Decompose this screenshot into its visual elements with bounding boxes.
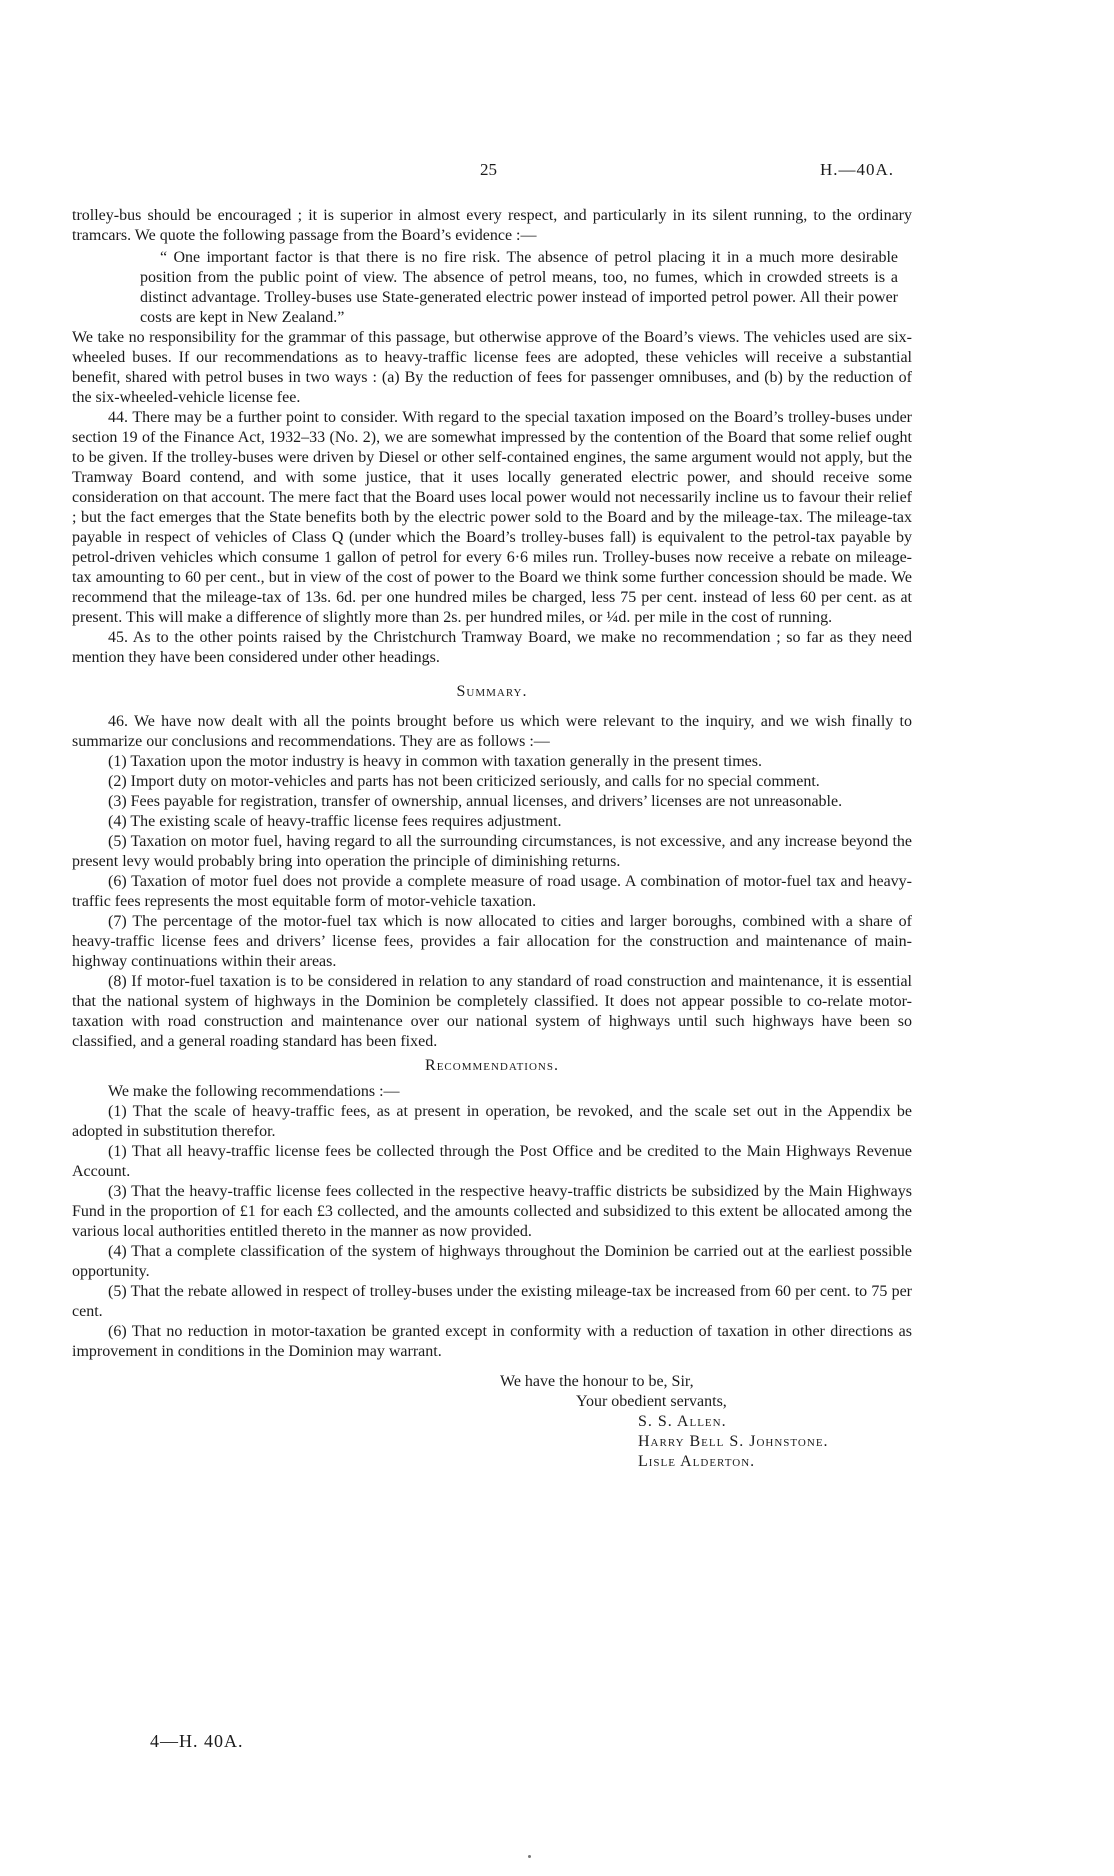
recommendation-item-1a: (1) That the scale of heavy-traffic fees, as at present in operation, be revoked, and the scale set out in the Appendix be adopted in substitution therefor. <box>72 1103 912 1140</box>
summary-item-4: (4) The existing scale of heavy-traffic license fees requires adjustment. <box>108 813 562 830</box>
summary-item-3: (3) Fees payable for registration, transfer of ownership, annual licenses, and drivers’ licenses are not unreasonable. <box>108 793 843 810</box>
paragraph-board-views: We take no responsibility for the grammar of this passage, but otherwise approve of the Board’s views. The vehicles used are six-wheeled buses. If our recommendations as to heavy-traffic license fees are adopted, these vehicles will receive a substantial benefit, shared with petrol buses in two ways : (a) By the reduction of fees for passenger omnibuses, and (b) by the reduction of the six-wheeled-vehicle license fee. <box>72 329 912 406</box>
quoted-evidence: “ One important factor is that there is no fire risk. The absence of petrol placing it in a much more desirable position from the public point of view. The absence of petrol means, too, no fumes, which in crowded streets is a distinct advantage. Trolley-buses use State-generated electric power instead of imported petrol power. All their power costs are kept in New Zealand.” <box>140 249 898 326</box>
signoff-greeting: We have the honour to be, Sir, <box>500 1373 694 1390</box>
summary-item-2: (2) Import duty on motor-vehicles and parts has not been criticized seriously, and calls for no special comment. <box>108 773 820 790</box>
document-body <box>72 206 912 1472</box>
recommendation-item-1b: (1) That all heavy-traffic license fees be collected through the Post Office and be credited to the Main Highways Revenue Account. <box>72 1143 912 1180</box>
paragraph-44: 44. There may be a further point to consider. With regard to the special taxation imposed on the Board’s trolley-buses under section 19 of the Finance Act, 1932–33 (No. 2), we are somewhat impressed by the contention of the Board that some relief ought to be given. If the trolley-buses were driven by Diesel or other self-contained engines, the same argument would not apply, but the Tramway Board contend, and with some justice, that it uses locally generated electric power, and should receive some consideration on that account. The mere fact that the Board uses local power would not necessarily incline us to favour their relief ; but the fact emerges that the State benefits both by the electric power sold to the Board and by the mileage-tax. The mileage-tax payable in respect of vehicles of Class Q (under which the Board’s trolley-buses fall) is equivalent to the petrol-tax payable by petrol-driven vehicles which consume 1 gallon of petrol for every 6·6 miles run. Trolley-buses now receive a rebate on mileage-tax amounting to 60 per cent., but in view of the cost of power to the Board we think some further concession should be made. We recommend that the mileage-tax of 13s. 6d. per one hundred miles be charged, less 75 per cent. instead of less 60 per cent. as at present. This will make a difference of slightly more than 2s. per hundred miles, or ¼d. per mile in the cost of running. <box>72 409 912 626</box>
summary-item-5: (5) Taxation on motor fuel, having regard to all the surrounding circumstances, is not excessive, and any increase beyond the present levy would probably bring into operation the principle of diminishing returns. <box>72 833 912 870</box>
summary-item-1: (1) Taxation upon the motor industry is heavy in common with taxation generally in the present times. <box>108 753 763 770</box>
summary-item-6: (6) Taxation of motor fuel does not provide a complete measure of road usage. A combination of motor-fuel tax and heavy-traffic fees represents the most equitable form of motor-vehicle taxation. <box>72 873 912 910</box>
scan-mark <box>528 1855 531 1858</box>
recommendation-item-3: (3) That the heavy-traffic license fees collected in the respective heavy-traffic districts be subsidized by the Main Highways Fund in the proportion of £1 for each £3 collected, and the amounts collected and subsidized to this extent be allocated among the various local authorities entitled thereto in the manner as now provided. <box>72 1183 912 1240</box>
signatory-alderton: Lisle Alderton. <box>638 1453 756 1470</box>
signoff-closing: Your obedient servants, <box>576 1393 727 1410</box>
signatory-johnstone: Harry Bell S. Johnstone. <box>638 1433 829 1450</box>
paragraph-45: 45. As to the other points raised by the Christchurch Tramway Board, we make no recommendation ; so far as they need mention they have been considered under other headings. <box>72 629 912 666</box>
recommendation-item-5: (5) That the rebate allowed in respect of trolley-buses under the existing mileage-tax be increased from 60 per cent. to 75 per cent. <box>72 1283 912 1320</box>
recommendation-item-6: (6) That no reduction in motor-taxation be granted except in conformity with a reduction of taxation in other directions as improvement in conditions in the Dominion may warrant. <box>72 1323 912 1360</box>
footer-reference: 4—H. 40A. <box>150 1731 244 1751</box>
paragraph-46: 46. We have now dealt with all the points brought before us which were relevant to the inquiry, and we wish finally to summarize our conclusions and recommendations. They are as follows :— <box>72 713 912 750</box>
page-number: 25 <box>480 160 497 179</box>
document-reference: H.—40A. <box>820 160 895 179</box>
summary-heading: Summary. <box>456 683 528 700</box>
recommendation-item-4: (4) That a complete classification of the system of highways throughout the Dominion be carried out at the earliest possible opportunity. <box>72 1243 912 1280</box>
paragraph-continued: trolley-bus should be encouraged ; it is superior in almost every respect, and particularly in its silent running, to the ordinary tramcars. We quote the following passage from the Board’s evidence :— <box>72 207 912 244</box>
recommendations-heading: Recommendations. <box>425 1057 559 1074</box>
summary-item-8: (8) If motor-fuel taxation is to be considered in relation to any standard of road construction and maintenance, it is essential that the national system of highways in the Dominion be completely classified. It does not appear possible to co-relate motor-taxation with road construction and maintenance over our national system of highways until such highways have been so classified, and a general roading standard has been fixed. <box>72 973 912 1050</box>
signatory-allen: S. S. Allen. <box>638 1413 727 1430</box>
summary-item-7: (7) The percentage of the motor-fuel tax which is now allocated to cities and larger boroughs, combined with a share of heavy-traffic license fees and drivers’ license fees, provides a fair allocation for the construction and maintenance of main-highway continuations within their areas. <box>72 913 912 970</box>
recommendations-intro: We make the following recommendations :— <box>108 1083 400 1100</box>
signoff-block <box>72 1372 912 1472</box>
page-header <box>0 160 1114 184</box>
